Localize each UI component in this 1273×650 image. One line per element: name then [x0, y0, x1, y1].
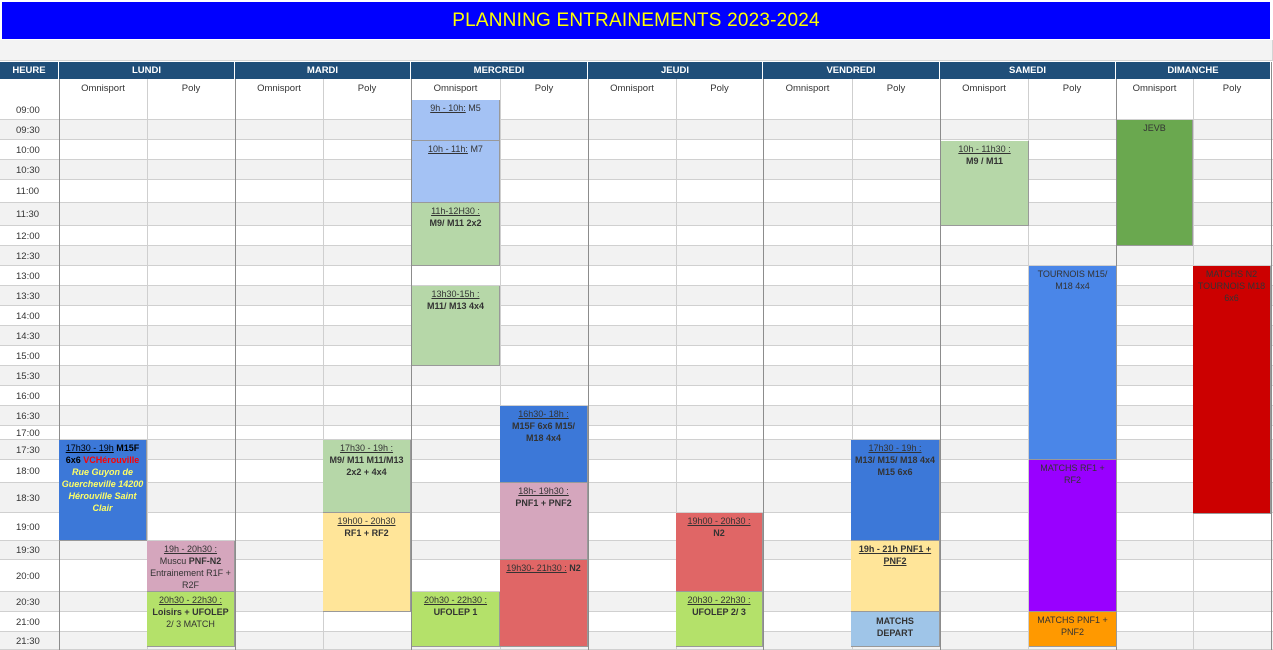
day-header: MARDI — [235, 62, 411, 79]
time-row — [0, 120, 1273, 140]
event-samedi-poly-matchs-pnf[interactable]: MATCHS PNF1 + PNF2 — [1029, 612, 1117, 647]
event-vendredi-poly-m13[interactable]: 17h30 - 19h : M13/ M15/ M18 4x4 M15 6x6 — [851, 440, 940, 541]
event-jeudi-poly-ufolep[interactable]: 20h30 - 22h30 : UFOLEP 2/ 3 — [676, 592, 763, 647]
grid-line — [235, 62, 236, 650]
time-row — [0, 246, 1273, 266]
event-mercredi-m7[interactable]: 10h - 11h: M7 — [412, 141, 500, 203]
time-label: 16:00 — [16, 390, 40, 402]
time-row — [0, 226, 1273, 246]
subheader-poly: Poly — [534, 83, 554, 94]
time-label: 12:00 — [16, 230, 40, 242]
heure-header: HEURE — [0, 62, 59, 79]
page-title: PLANNING ENTRAINEMENTS 2023-2024 — [2, 2, 1270, 39]
event-mercredi-m9-m11[interactable]: 11h-12H30 : M9/ M11 2x2 — [412, 203, 500, 266]
subheader-omnisport: Omnisport — [1132, 83, 1177, 94]
subheader-poly: Poly — [1062, 83, 1082, 94]
event-mercredi-ufolep1[interactable]: 20h30 - 22h30 : UFOLEP 1 — [412, 592, 500, 647]
time-label: 15:30 — [16, 370, 40, 382]
day-header: MERCREDI — [411, 62, 588, 79]
event-jeudi-poly-n2[interactable]: 19h00 - 20h30 : N2 — [676, 513, 763, 592]
event-mercredi-poly-n2[interactable]: 19h30- 21h30 : N2 — [500, 560, 588, 647]
grid-line — [59, 62, 60, 650]
time-label: 12:30 — [16, 250, 40, 262]
time-label: 14:30 — [16, 330, 40, 342]
event-samedi-poly-tournois[interactable]: TOURNOIS M15/ M18 4x4 — [1029, 266, 1117, 460]
subheader-omnisport: Omnisport — [81, 83, 125, 94]
event-dimanche-poly-matchs[interactable]: MATCHS N2 TOURNOIS M18 6x6 — [1193, 266, 1271, 514]
grid-line — [1271, 62, 1272, 650]
time-label: 13:00 — [16, 270, 40, 282]
time-label: 17:00 — [16, 427, 40, 439]
event-samedi-m9-m11[interactable]: 10h - 11h30 : M9 / M11 — [941, 141, 1029, 226]
time-label: 09:00 — [16, 104, 40, 116]
time-label: 14:00 — [16, 310, 40, 322]
time-row — [0, 100, 1273, 120]
time-row — [0, 140, 1273, 160]
subheader-omnisport: Omnisport — [962, 83, 1006, 94]
time-label: 19:30 — [16, 545, 40, 556]
day-header: JEUDI — [588, 62, 763, 79]
time-label: 17:30 — [16, 444, 40, 456]
time-label: 21:00 — [16, 616, 40, 628]
event-mercredi-poly-m15f[interactable]: 16h30- 18h : M15F 6x6 M15/ M18 4x4 — [500, 406, 588, 483]
time-label: 21:30 — [16, 635, 40, 647]
event-vendredi-poly-matchs-depart[interactable]: MATCHS DEPART — [851, 612, 940, 647]
event-lundi-m15f[interactable]: 17h30 - 19h M15F 6x6 VCHérouville Rue Guyon de Guercheville 14200 Hérouville Saint Clair — [59, 440, 147, 541]
event-mardi-poly-m9[interactable]: 17h30 - 19h : M9/ M11 M11/M13 2x2 + 4x4 — [323, 440, 411, 513]
time-label: 20:30 — [16, 596, 40, 608]
time-label: 16:30 — [16, 410, 40, 422]
event-mardi-poly-rf[interactable]: 19h00 - 20h30 RF1 + RF2 — [323, 513, 411, 612]
time-label: 20:00 — [16, 570, 40, 582]
time-row — [0, 203, 1273, 226]
subheader-poly: Poly — [886, 83, 906, 94]
event-mercredi-m11-m13[interactable]: 13h30-15h : M11/ M13 4x4 — [412, 286, 500, 366]
time-label: 15:00 — [16, 350, 40, 362]
time-label: 10:00 — [16, 144, 40, 156]
subheader-poly: Poly — [710, 83, 729, 94]
time-label: 09:30 — [16, 124, 40, 136]
time-label: 19:00 — [16, 521, 40, 533]
event-lundi-poly-muscu[interactable]: 19h - 20h30 : Muscu PNF-N2 Entrainement R1F + R2F — [147, 541, 235, 592]
header-spacer-row — [0, 40, 1273, 61]
event-samedi-poly-matchs-rf[interactable]: MATCHS RF1 + RF2 — [1029, 460, 1117, 612]
event-mercredi-m5[interactable]: 9h - 10h: M5 — [412, 100, 500, 141]
time-label: 10:30 — [16, 164, 40, 176]
day-header: LUNDI — [59, 62, 235, 79]
event-vendredi-poly-pnf[interactable]: 19h - 21h PNF1 + PNF2 — [851, 541, 940, 612]
time-label: 11:00 — [16, 186, 40, 197]
event-dimanche-jevb[interactable]: JEVB — [1117, 120, 1193, 246]
day-header: DIMANCHE — [1116, 62, 1271, 79]
time-row — [0, 160, 1273, 180]
subheader-poly: Poly — [181, 83, 201, 94]
time-row — [0, 180, 1273, 203]
day-header: SAMEDI — [940, 62, 1116, 79]
subheader-poly: Poly — [357, 83, 377, 94]
subheader-omnisport: Omnisport — [433, 83, 478, 94]
time-label: 11:30 — [16, 209, 40, 220]
subheader-omnisport: Omnisport — [257, 83, 301, 94]
day-header: VENDREDI — [763, 62, 940, 79]
event-lundi-poly-loisirs[interactable]: 20h30 - 22h30 : Loisirs + UFOLEP 2/ 3 MATCH — [147, 592, 235, 647]
event-mercredi-poly-pnf[interactable]: 18h- 19h30 : PNF1 + PNF2 — [500, 483, 588, 560]
time-label: 13:30 — [16, 290, 40, 302]
grid-line — [588, 62, 589, 650]
grid-line — [763, 62, 764, 650]
time-label: 18:30 — [16, 492, 40, 504]
subheader-omnisport: Omnisport — [610, 83, 654, 94]
subheader-poly: Poly — [1222, 83, 1242, 94]
subheader-omnisport: Omnisport — [785, 83, 830, 94]
time-label: 18:00 — [16, 466, 40, 477]
